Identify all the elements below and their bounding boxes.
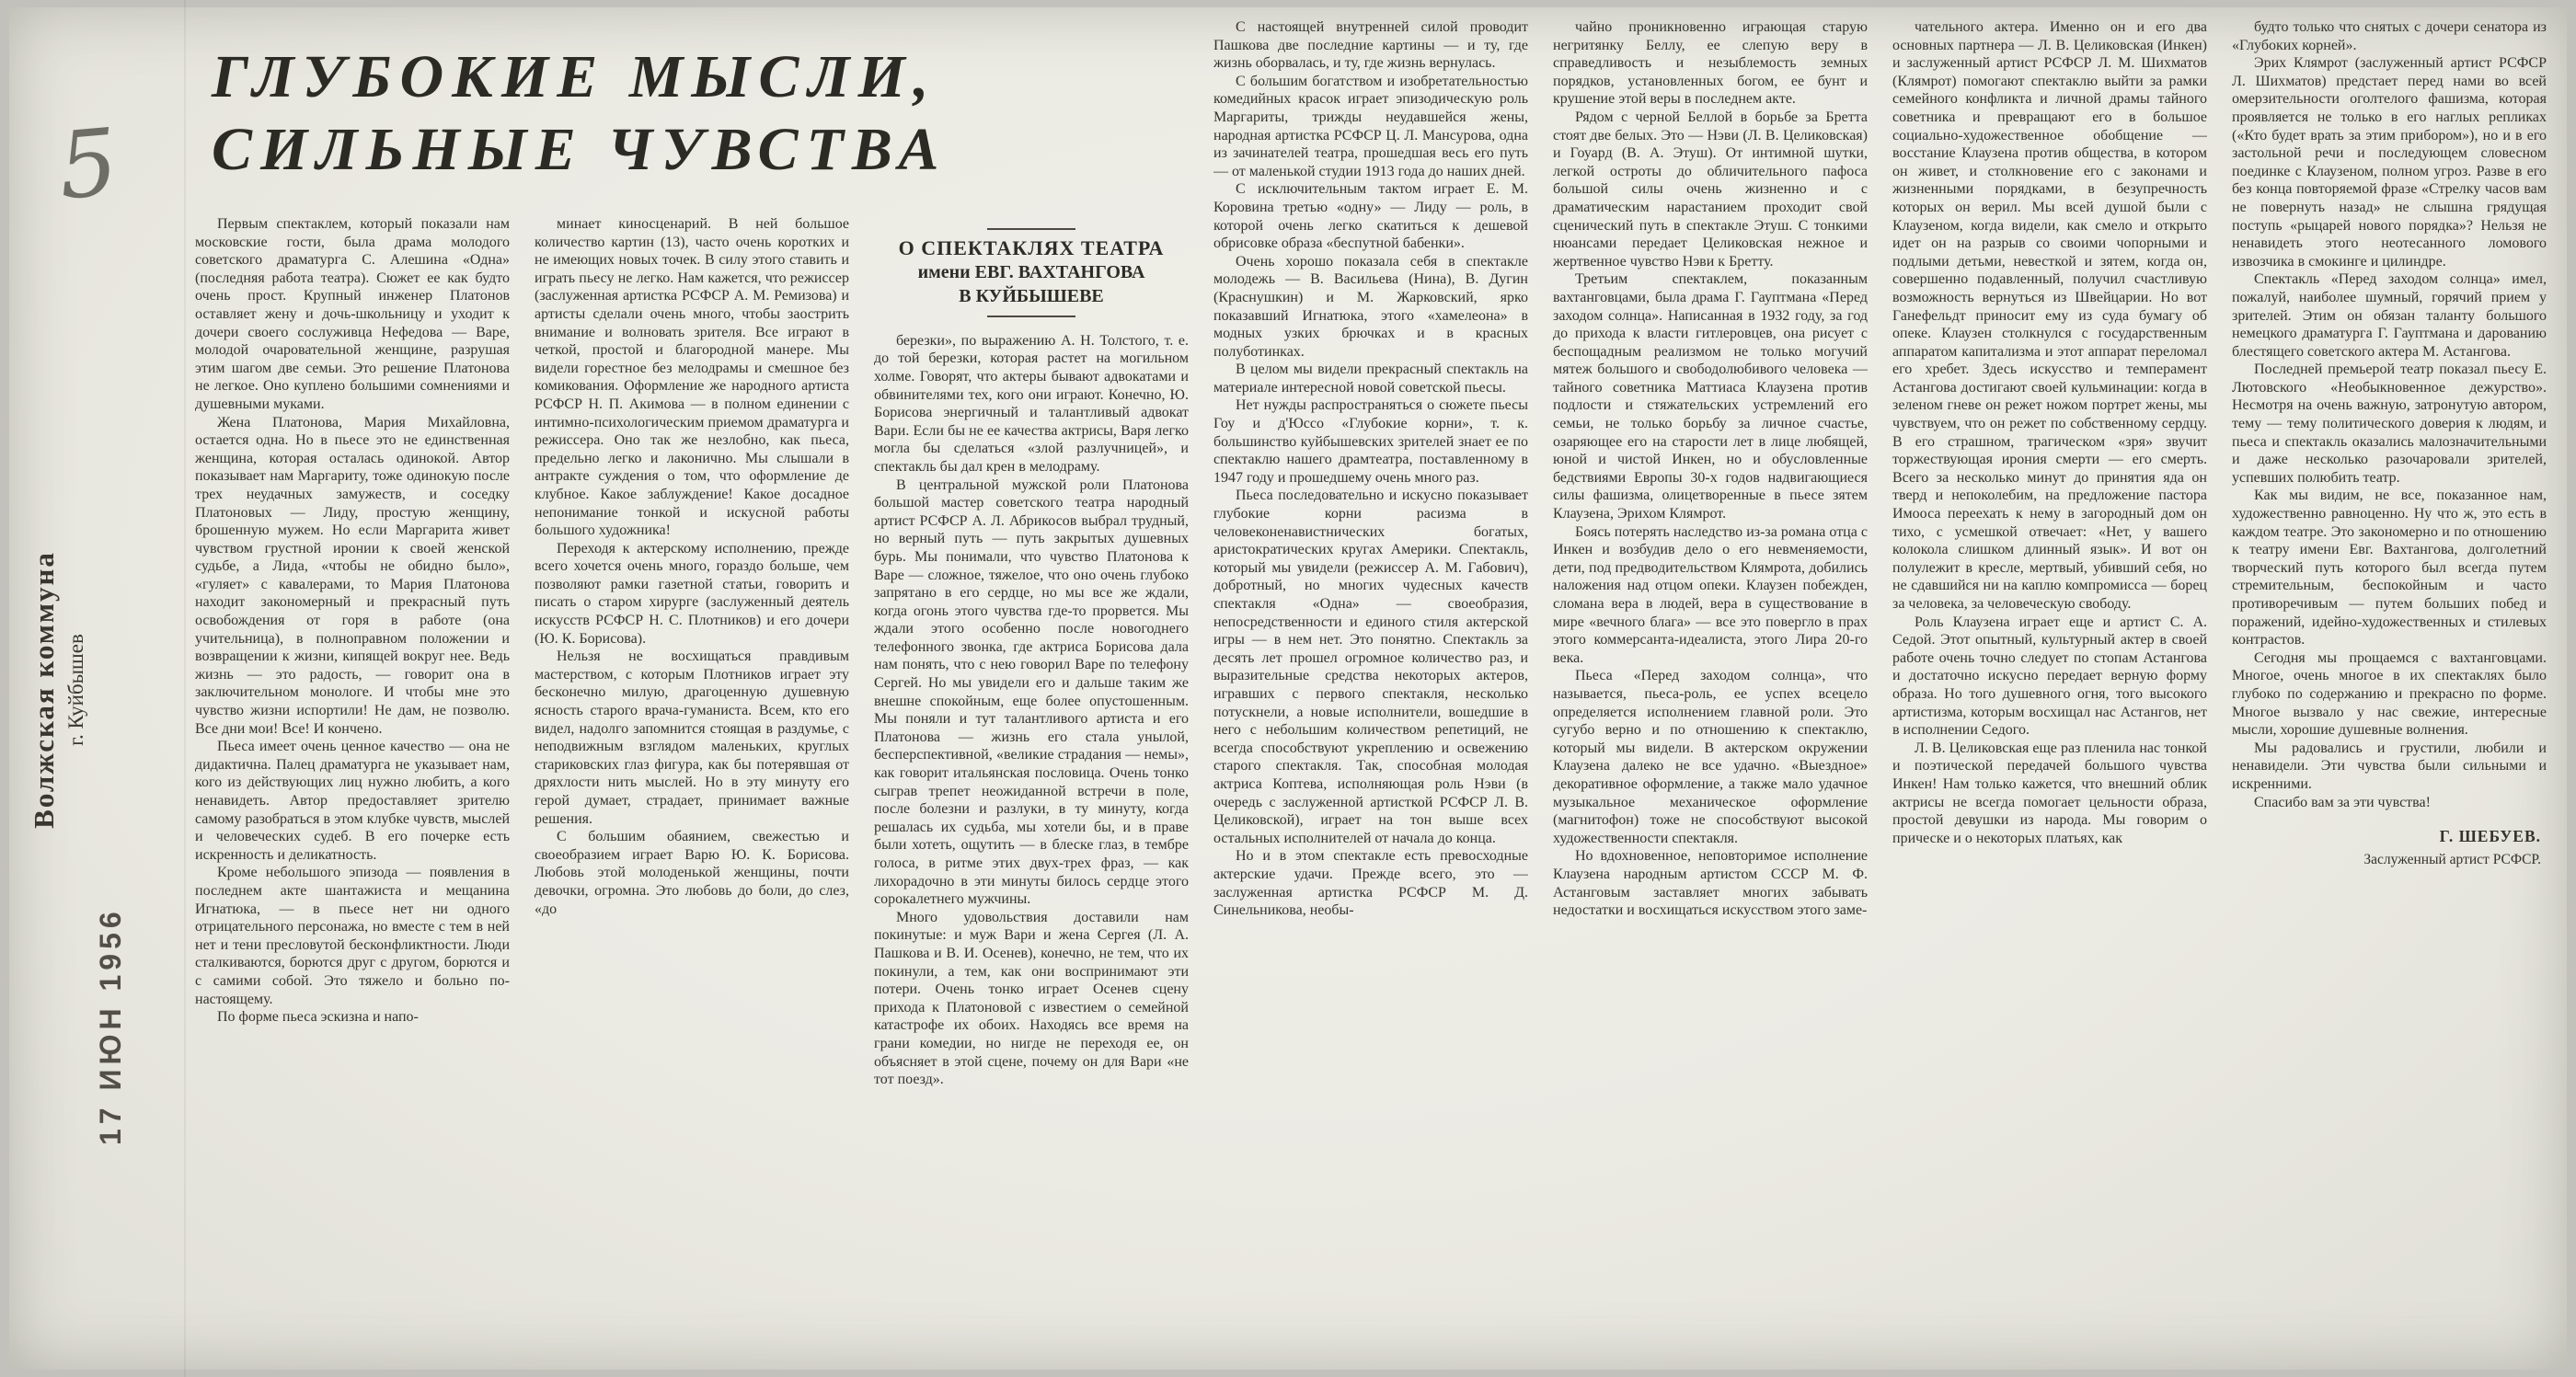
article-paragraph: Пьеса «Перед заходом солнца», что называется, пьеса-роль, ее успех всецело определяется исполнением главной роли. Это сугубо верно и по отношению к спектаклю, который мы видели. В актерском окружении Клаузена далеко не все удачно. «Выездное» декоративное оформление, а также мало удачное музыкальное механическое оформление (магнитофон) тоже не способствуют высокой художественности спектакля.	[1553, 668, 1868, 846]
section-heading-line-2: имени ЕВГ. ВАХТАНГОВА	[917, 261, 1145, 282]
article-paragraph: Нельзя не восхищаться правдивым мастерством, с которым Плотников играет эту бесконечно милую, драгоценную душевную ясность старого врача-гуманиста. Всем, кто его видел, надолго запомнится стоящая в раздумье, с неподвижным взглядом маленьких, круглых стариковских глаз фигура, как бы потерявшая от дряхлости нить мыслей. Но в эту минуту его герой думает, страдает, принимает важные решения.	[535, 648, 849, 827]
article-paragraph: Последней премьерой театр показал пьесу Е. Лютовского «Необыкновенное дежурство». Несмотря на очень важную, затронутую автором, тему — тему политического доверия к людям, и пьеса и спектакль оказались малозначительными и даже несколько разочаровали зрителей, успевших полюбить театр.	[2232, 361, 2547, 486]
article-paragraph: Но вдохновенное, неповторимое исполнение Клаузена народным артистом СССР М. Ф. Астанговым заставляет многих забывать недостатки и восхищаться искусством этого заме-	[1553, 848, 1868, 919]
article-paragraph: Л. В. Целиковская еще раз пленила нас тонкой и поэтической передачей большого чувства Инкен! Нам только кажется, что внешний облик актрисы не всегда помогает цельности образа, простой девушки из народа. Мы говорим о прическе и о некоторых платьях, как	[1892, 740, 2207, 846]
rule-top	[987, 228, 1075, 230]
article-paragraph: Пьеса последовательно и искусно показывает глубокие корни расизма в человеконенавистнических богатых, аристократических кругах Америки. Спектакль, который мы увидели (режиссер А. М. Габович), добротный, но многих чудесных качеств спектакля «Одна» — своеобразия, непосредственности и единого стиля актерской игры — в нем нет. Это понятно. Спектакль за десять лет прошел огромное количество раз, и выразительные средства некоторых актеров, игравших с первого спектакля, несколько потускнели, а новые исполнители, вошедшие в него с небольшим количеством репетиций, не всегда способствуют укреплению и освежению старого спектакля. Так, способная молодая актриса Коптева, исполняющая роль Нэви (в очередь с заслуженной артисткой РСФСР Л. В. Целиковской), играет на тон выше всех остальных исполнителей от начала до конца.	[1213, 488, 1528, 846]
article-paragraph: Кроме небольшого эпизода — появления в последнем акте шантажиста и мещанина Игнатюка, — в пьесе нет ни одного отрицательного персонажа, но вместе с тем в ней нет и тени пресловутой бесконфликтности. Люди сталкиваются, борются друг с другом, борются и с самими собой. Это тяжело и больно по-настоящему.	[195, 865, 510, 1007]
column-paragraphs	[535, 215, 849, 918]
vertical-masthead	[28, 492, 88, 888]
article-paragraph: Боясь потерять наследство из-за романа отца с Инкен и возбудив дело о его невменяемости, дети, под предводительством Клямрота, добились наложения над отцом опеки. Клаузен побежден, сломана вера в людей, вера в существование в мире «вечного блага» — все это повергло в прах этого коммерсанта-идеалиста, этого Лира 20-го века.	[1553, 523, 1868, 666]
author-name: Г. ШЕБУЕВ.	[2439, 827, 2541, 846]
article-paragraph: чательного актера. Именно он и его два основных партнера — Л. В. Целиковская (Инкен) и заслуженный артист РСФСР Л. М. Шихматов (Клямрот) помогают спектаклю выйти за рамки семейного конфликта и личной драмы тайного советника и превращают его в большое социально-художественное обобщение — восстание Клаузена против общества, в котором он живет, и столкновение его с законами и жизненными порядками, в безупречность которых он верил. Мы всей душой были с Клаузеном, когда видели, как смело и открыто идет он на разрыв со своими чопорными и подлыми детьми, невесткой и зятем, когда он, совершенно подавленный, получил счастливую возможность вернуться из Швейцарии. Но вот Ганефельдт приносит ему из суда бумагу об опеке. Клаузен столкнулся с государственным аппаратом капитализма и этот аппарат переломал его хребет. Здесь искусство и темперамент Астангова достигают своей кульминации: когда в зеленом гневе он режет ножом портрет жены, мы чувствуем, что он режет по собственному сердцу. В его страшном, трагическом «зря» звучит торжествующая ирония смерти — его смерть. Всего за несколько минут до принятия яда он тверд и непоколебим, на предложение пастора Имооса переехать к нему в загородный дом он тихо, с усмешкой отвечает: «Нет, у вашего колокола слишком длинный язык». И вот он полулежит в кресле, мертвый, убивший себя, но не сдавшийся ни на каплю компромисса — борец за человека, за человеческую свободу.	[1892, 19, 2207, 612]
article-paragraph: С большим обаянием, свежестью и своеобразием играет Варю Ю. К. Борисова. Любовь этой молоденькой женщины, почти девочки, огромна. Это любовь до боли, до слез, «до	[535, 829, 849, 917]
article-paragraph: Эрих Клямрот (заслуженный артист РСФСР Л. Шихматов) предстает перед нами во всей омерзительности оголтелого фашизма, которая проявляется не только в его наглых репликах («Кто будет врать за этим прибором»), но и в его застольной речи и последующем словесном поединке с Клаузеном, полном угроз. Разве в его без конца повторяемой фразе «Стрелку часов вам не повернуть назад» не слышна грядущая поступь «рыцарей нового порядка»? Нельзя не ненавидеть этого неотесанного ломового извозчика в смокинге и цилиндре.	[2232, 55, 2547, 270]
article-column	[195, 18, 510, 1348]
rule-bottom	[987, 316, 1075, 317]
column-paragraphs	[2232, 18, 2547, 811]
article-paragraph: Рядом с черной Беллой в борьбе за Бретта стоят две белых. Это — Нэви (Л. В. Целиковская) и Гоуард (В. А. Этуш). От интимной шутки, легкой остроты до обличительного пафоса большой силы очень жизненно и с драматическим нарастанием проходит свой сценический путь в спектакле Этуш. С тонкими нюансами передает Целиковская нежное и жертвенное чувство Нэви к Бретту.	[1553, 109, 1868, 270]
article-column	[2232, 18, 2547, 1348]
article-paragraph: Мы радовались и грустили, любили и ненавидели. Эти чувства были сильными и искренними.	[2232, 740, 2547, 792]
article-paragraph: Роль Клаузена играет еще и артист С. А. Седой. Этот опытный, культурный актер в своей работе очень точно следует по стопам Астангова и достаточно искусно передает верную форму образа. Но того душевного огня, того высокого артистизма, которым восхищал нас Астангов, нет в исполнении Седого.	[1892, 614, 2207, 739]
headline-line-2: СИЛЬНЫЕ ЧУВСТВА	[212, 116, 948, 184]
newspaper-city: г. Куйбышев	[64, 634, 87, 746]
article-paragraph: Жена Платонова, Мария Михайловна, остается одна. Но в пьесе это не единственная женщина, которая осталась одинокой. Автор показывает нам Маргариту, тоже одинокую после трех неудачных замужеств, и соседку Платоновых — Лиду, простую женщину, брошенную мужем. Но если Маргарита живет чувством грустной иронии к своей женской судьбе, а Лида, «чтобы не обидно было», «гуляет» с кавалерами, то Мария Платонова находит закономерный и прекрасный путь освобождения от горя в работе (она учительница), в полноправном положении и возвращении к жизни, кипящей вокруг нее. Ведь жизнь — это радость, — говорит она в заключительном монологе. И чтобы мне это чувство жизни испортили! Не дам, не позволю. Все дни мои! Все! И кончено.	[195, 414, 510, 737]
date-stamp: 17 ИЮН 1956	[94, 907, 127, 1145]
newspaper-name: Волжская коммуна	[28, 551, 60, 829]
column-paragraphs	[195, 215, 510, 1027]
article-paragraph: Пьеса имеет очень ценное качество — она не дидактична. Палец драматурга не указывает нам, кого из действующих лиц нужно любить, а кого ненавидеть. Автор предоставляет зрителю самому разобраться в этом клубке чувств, мыслей и человеческих судеб. В его почерке есть искренность и деликатность.	[195, 739, 510, 863]
handwritten-archive-mark: 5	[54, 108, 122, 221]
headline-line-1: ГЛУБОКИЕ МЫСЛИ,	[212, 43, 937, 110]
article-paragraph: Первым спектаклем, который показали нам московские гости, была драма молодого советского драматурга С. Алешина «Одна» (последняя работа театра). Сюжет ее как будто очень прост. Крупный инженер Платонов оставляет жену и дочь-школьницу и уходит к дочери своего сослуживца Нефедова — Варе, молодой очаровательной женщине, разрушая этим шагом две семьи. Это решение Платонова не легкое. Оно куплено большими сомнениями и душевными муками.	[195, 216, 510, 412]
article-paragraph: Но и в этом спектакле есть превосходные актерские удачи. Прежде всего, это — заслуженная артистка РСФСР М. Д. Синельникова, необы-	[1213, 848, 1528, 919]
article-paragraph: Сегодня мы прощаемся с вахтанговцами. Многое, очень многое в их спектаклях было глубоко по содержанию и прекрасно по форме. Многое вызвало у нас свежие, интересные мысли, хорошие душевные волнения.	[2232, 649, 2547, 739]
section-heading-line-3: В КУЙБЫШЕВЕ	[959, 286, 1104, 307]
article-paragraph: Очень хорошо показала себя в спектакле молодежь — В. Васильева (Нина), В. Дугин (Краснушкин) и М. Жарковский, ярко показавший Игнатюка, этого «хамелеона» в модных узких брючках и в красных полуботинках.	[1213, 253, 1528, 360]
article-column	[1553, 18, 1868, 1348]
article-paragraph: будто только что снятых с дочери сенатора из «Глубоких корней».	[2232, 19, 2547, 53]
article-paragraph: Нет нужды распространяться о сюжете пьесы Гоу и д'Юссо «Глубокие корни», т. к. большинство куйбышевских зрителей знает ее по спектаклю нашего драмтеатра, поставленному в 1947 году и прошедшему очень много раз.	[1213, 397, 1528, 486]
article-paragraph: В целом мы видели прекрасный спектакль на материале интересной новой советской пьесы.	[1213, 361, 1528, 396]
section-heading	[881, 228, 1181, 317]
column-paragraphs	[874, 332, 1189, 1089]
article-column	[535, 18, 849, 1348]
article-paragraph: По форме пьеса эскизна и напо-	[217, 1009, 419, 1026]
article-paragraph: Много удовольствия доставили нам покинутые: и муж Вари и жена Сергея (Л. А. Пашкова и В. И. Осенев), конечно, не тем, что их покинули, а тем, как они воспринимают эти потери. Очень тонко играет Осенев сцену прихода к Платоновой с известием о семейной катастрофе их обоих. Находясь все время на грани комедии, но нигде не переходя ее, он объясняет в этой сцене, почему он для Вари «не тот поезд».	[874, 909, 1189, 1088]
article-paragraph: Спасибо вам за эти чувства!	[2254, 794, 2431, 810]
article-paragraph: чайно проникновенно играющая старую негритянку Беллу, ее слепую веру в справедливость и незыблемость земных порядков, установленных богом, ее бунт и крушение этой веры в последнем акте.	[1553, 19, 1868, 108]
article-paragraph: минает киносценарий. В ней большое количество картин (13), часто очень коротких и не имеющих новых точек. В силу этого ставить и играть пьесу не легко. Нам кажется, что режиссер (заслуженная артистка РСФСР А. М. Ремизова) и артисты сделали очень много, чтобы заострить внимание и волновать зрителя. Все играют в четкой, простой и благородной манере. Мы видели горестное без мелодрамы и смешное без комикования. Оформление же народного артиста РСФСР Н. П. Акимова — в полном единении с интимно-психологическим приемом драматурга и режиссера. Оно так же незлобно, как пьеса, предельно легко и лаконично. Мы слышали в антракте суждения о том, что оформление де клубное. Какое заблуждение! Какое досадное непонимание тонкой и искусной работы большого художника!	[535, 216, 849, 539]
article-paragraph: Как мы видим, не все, показанное нам, художественно равноценно. Ну что ж, это есть в каждом театре. Это закономерно и по отношению к театру имени Евг. Вахтангова, долголетний творческий путь которого был всегда путем стремительным, беспокойным и часто противоречивым — путем больших побед и поражений, идейно-художественных и стилевых контрастов.	[2232, 488, 2547, 648]
column-paragraphs	[1553, 18, 1868, 920]
section-heading-line-1: О СПЕКТАКЛЯХ ТЕАТРА	[898, 236, 1165, 259]
article-paragraph: С большим богатством и изобретательностью комедийных красок играет эпизодическую роль Маргариты, трижды неудавшейся жены, народная артистка РСФСР Ц. Л. Мансурова, одна из зачинателей театра, прошедшая весь его путь — от маленькой студии 1913 года до наших дней.	[1213, 73, 1528, 179]
article-paragraph: Третьим спектаклем, показанным вахтанговцами, была драма Г. Гауптмана «Перед заходом солнца». Написанная в 1932 году, за год до прихода к власти гитлеровцев, она рисует с беспощадным реализмом не только могучий мятеж большого и свободолюбивого человека — тайного советника Маттиаса Клаузена против подлости и стяжательских устремлений его семьи, не только борьбу за личное счастье, озаряющее его на старости лет в лице любящей, юной и чистой Инкен, но и обусловленные бедствиями Европы 30-х годов надвигающиеся силы фашизма, олицетворенные в пьесе зятем Клаузена, Эрихом Клямрот.	[1553, 271, 1868, 522]
article-paragraph: березки», по выражению А. Н. Толстого, т. е. до той березки, которая растет на могильном холме. Говорят, что актеры бывают адвокатами и обвинителями тех, кого они играют. Конечно, Ю. Борисова энергичный и талантливый адвокат Вари. Если бы не ее качества актрисы, Варя легко могла бы сделаться «злой разлучницей», и спектакль бы дал крен в мелодраму.	[874, 332, 1189, 475]
article-paragraph: В центральной мужской роли Платонова большой мастер советского театра народный артист РСФСР А. Л. Абрикосов выбрал трудный, но верный путь — путь закрытых душевных бурь. Мы понимали, что чувство Платонова к Варе — сложное, тяжелое, что оно очень глубоко запрятано в его сердце, но мы все же ждали, когда огонь этого чувства где-то прорвется. Мы ждали этого особенно после новогоднего телефонного звонка, где актриса Борисова дала нам понять, что с нею говорил Варе по телефону Сергей. Но мы увидели его и дальше таким же внешне спокойным, еще более опустошенным. Мы поняли и тут талантливого артиста и его Платонова — жизнь его стала унылой, бесперспективной, «великие страдания — немы», как говорит итальянская пословица. Очень тонко сыграв трепет неожиданной встречи в поле, после болезни и разлуки, в ту минуту, когда решалась их судьба, мы хотели бы, и в праве были хотеть, ощутить — в блеске глаз, в тембре голоса, в ритме этих двух-трех фраз, — как лихорадочно в эти минуты билось сердце этого сорокалетнего мужчины.	[874, 476, 1189, 908]
article-headline	[212, 40, 1224, 186]
author-title: Заслуженный артист РСФСР.	[2363, 851, 2541, 867]
article-column	[1892, 18, 2207, 1348]
article-body	[195, 18, 2547, 1348]
article-paragraph: Спектакль «Перед заходом солнца» имел, пожалуй, наиболее шумный, горячий прием у зрителей. Этим он обязан таланту большого немецкого драматурга Г. Гауптмана и дарованию блестящего советского актера М. Астангова.	[2232, 271, 2547, 360]
article-paragraph: С исключительным тактом играет Е. М. Коровина третью «одну» — Лиду — роль, в которой очень легко скатиться к дешевой обрисовке образа «беспутной бабенки».	[1213, 181, 1528, 252]
article-column	[1213, 18, 1528, 1348]
column-paragraphs	[1213, 18, 1528, 920]
article-paragraph: Переходя к актерскому исполнению, прежде всего хочется очень много, гораздо больше, чем позволяют рамки газетной статьи, говорить и писать о старом хирурге (заслуженный деятель искусств РСФСР Н. С. Плотников) и его дочери (Ю. К. Борисова).	[535, 540, 849, 647]
column-paragraphs	[1892, 18, 2207, 847]
article-paragraph: С настоящей внутренней силой проводит Пашкова две последние картины — и ту, где жизнь оборвалась, и ту, где жизнь вернулась.	[1213, 19, 1528, 72]
paper-edge-line	[184, 0, 186, 1377]
article-column	[874, 18, 1189, 1348]
author-signature	[2232, 828, 2547, 868]
